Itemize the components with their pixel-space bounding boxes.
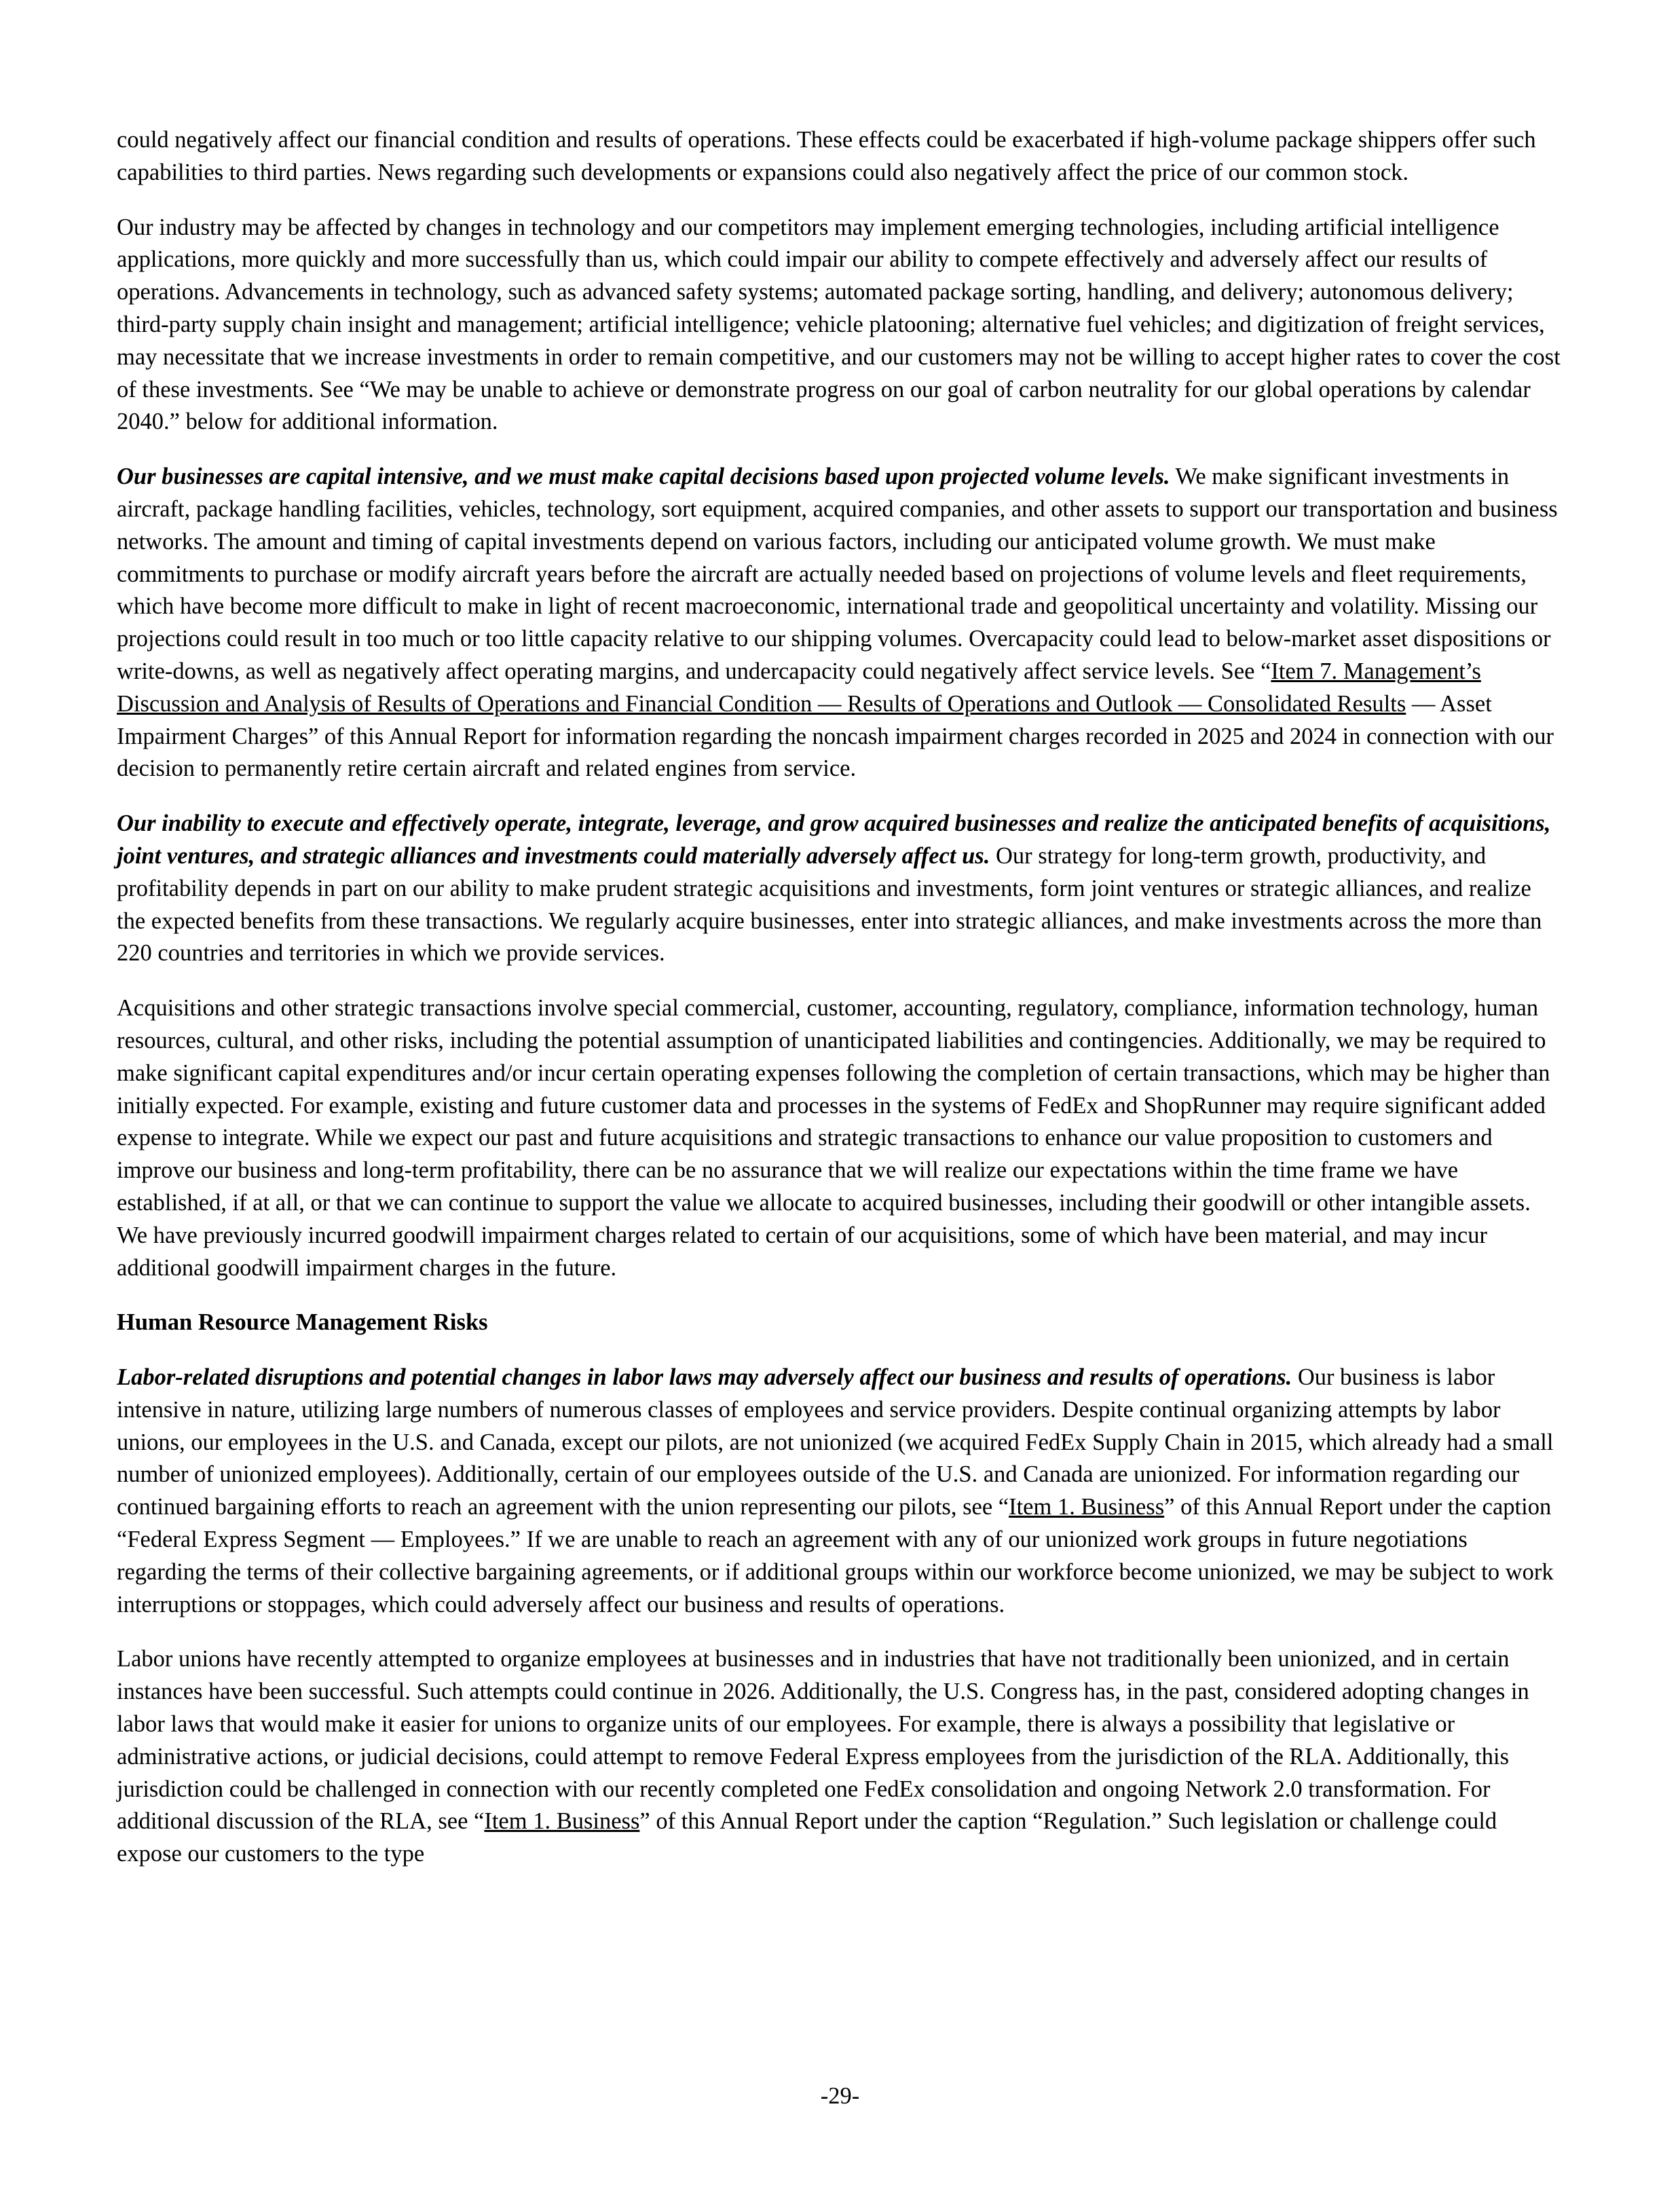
risk-factor-heading: Our businesses are capital intensive, and we must make capital decisions based upon projected volume levels. [117,464,1170,490]
paragraph-continuation: could negatively affect our financial condition and results of operations. These effects could be exacerbated if high-volume package shippers offer such capabilities to third parties. News regarding such developments or expansions could also negatively affect the price of our common stock. [117,127,1536,185]
paragraph-text: — Asset Impairment Charges” of this Annual Report for information regarding the noncash impairment charges recorded in 2025 and 2024 in connection with our decision to permanently retire certain aircraft and related engines from service. [117,690,1554,782]
item-1-business-link[interactable]: Item 1. Business [1009,1494,1165,1520]
paragraph-capital-intensive [117,461,1563,785]
paragraph-acquisitions-risk [117,808,1563,970]
paragraph-text: Labor unions have recently attempted to organize employees at businesses and in industries that have not traditionally been unionized, and in certain instances have been successful. Such attempts could continue in 2026. Additionally, the U.S. Congress has, in the past, considered adopting changes in labor laws that would make it easier for unions to organize units of our employees. For example, there is always a possibility that legislative or administrative actions, or judicial decisions, could attempt to remove Federal Express employees from the jurisdiction of the RLA. Additionally, this jurisdiction could be challenged in connection with our recently completed one FedEx consolidation and ongoing Network 2.0 transformation. For additional discussion of the RLA, see “ [117,1646,1529,1835]
paragraph-text: Our strategy for long-term growth, productivity, and profitability depends in part on our ability to make prudent strategic acquisitions and investments, form joint ventures or strategic alliances, and realize the expected benefits from these transactions. We regularly acquire businesses, enter into strategic alliances, and make investments across the more than 220 countries and territories in which we provide services. [117,842,1542,967]
paragraph-text: ” of this Annual Report under the caption “Regulation.” Such legislation or challenge could expose our customers to the type [117,1808,1497,1867]
paragraph-text: Our business is labor intensive in nature, utilizing large numbers of numerous classes of employees and service providers. Despite continual organizing attempts by labor unions, our employees in the U.S. and Canada, except our pilots, are not unionized (we acquired FedEx Supply Chain in 2015, which already had a small number of unionized employees). Additionally, certain of our employees outside of the U.S. and Canada are unionized. For information regarding our continued bargaining efforts to reach an agreement with the union representing our pilots, see “ [117,1364,1554,1520]
risk-factor-heading: Labor-related disruptions and potential changes in labor laws may adversely affect our business and results of operations. [117,1364,1292,1391]
paragraph-labor-unions [117,1643,1563,1871]
item-7-mdna-link[interactable]: Item 7. Management’s Discussion and Analysis of Results of Operations and Financial Condition — Results of Operations and Outlook — Consolidated Results [117,658,1481,717]
document-page [117,124,1563,1893]
paragraph-technology-risk: Our industry may be affected by changes in technology and our competitors may implement emerging technologies, including artificial intelligence applications, more quickly and more successfully than us, which could impair our ability to compete effectively and adversely affect our results of operations. Advancements in technology, such as advanced safety systems; automated package sorting, handling, and delivery; autonomous delivery; third-party supply chain insight and management; artificial intelligence; vehicle platooning; alternative fuel vehicles; and digitization of freight services, may necessitate that we increase investments in order to remain competitive, and our customers may not be willing to accept higher rates to cover the cost of these investments. See “We may be unable to achieve or demonstrate progress on our goal of carbon neutrality for our global operations by calendar 2040.” below for additional information. [117,214,1561,435]
risk-factor-heading: Our inability to execute and effectively operate, integrate, leverage, and grow acquired businesses and realize the anticipated benefits of acquisitions, joint ventures, and strategic alliances and investments could materially adversely affect us. [117,810,1551,869]
paragraph-strategic-transactions: Acquisitions and other strategic transactions involve special commercial, customer, accounting, regulatory, compliance, information technology, human resources, cultural, and other risks, including the potential assumption of unanticipated liabilities and contingencies. Additionally, we may be required to make significant capital expenditures and/or incur certain operating expenses following the completion of certain transactions, which may be higher than initially expected. For example, existing and future customer data and processes in the systems of FedEx and ShopRunner may require significant added expense to integrate. While we expect our past and future acquisitions and strategic transactions to enhance our value proposition to customers and improve our business and long-term profitability, there can be no assurance that we will realize our expectations within the time frame we have established, if at all, or that we can continue to support the value we allocate to acquired businesses, including their goodwill or other intangible assets. We have previously incurred goodwill impairment charges related to certain of our acquisitions, some of which have been material, and may incur additional goodwill impairment charges in the future. [117,995,1550,1281]
paragraph-text: We make significant investments in aircraft, package handling facilities, vehicles, technology, sort equipment, acquired companies, and other assets to support our transportation and business networks. The amount and timing of capital investments depend on various factors, including our anticipated volume growth. We must make commitments to purchase or modify aircraft years before the aircraft are actually needed based on projections of volume levels and fleet requirements, which have become more difficult to make in light of recent macroeconomic, international trade and geopolitical uncertainty and volatility. Missing our projections could result in too much or too little capacity relative to our shipping volumes. Overcapacity could lead to below-market asset dispositions or write-downs, as well as negatively affect operating margins, and undercapacity could negatively affect service levels. See “ [117,464,1558,684]
item-1-business-link[interactable]: Item 1. Business [484,1808,640,1835]
paragraph-text: ” of this Annual Report under the caption “Federal Express Segment — Employees.” If we are unable to reach an agreement with any of our unionized work groups in future negotiations regarding the terms of their collective bargaining agreements, or if additional groups within our workforce become unionized, we may be subject to work interruptions or stoppages, which could adversely affect our business and results of operations. [117,1494,1554,1617]
paragraph-labor-disruptions [117,1362,1563,1621]
page-number: -29- [820,2083,860,2109]
section-heading: Human Resource Management Risks [117,1309,488,1336]
